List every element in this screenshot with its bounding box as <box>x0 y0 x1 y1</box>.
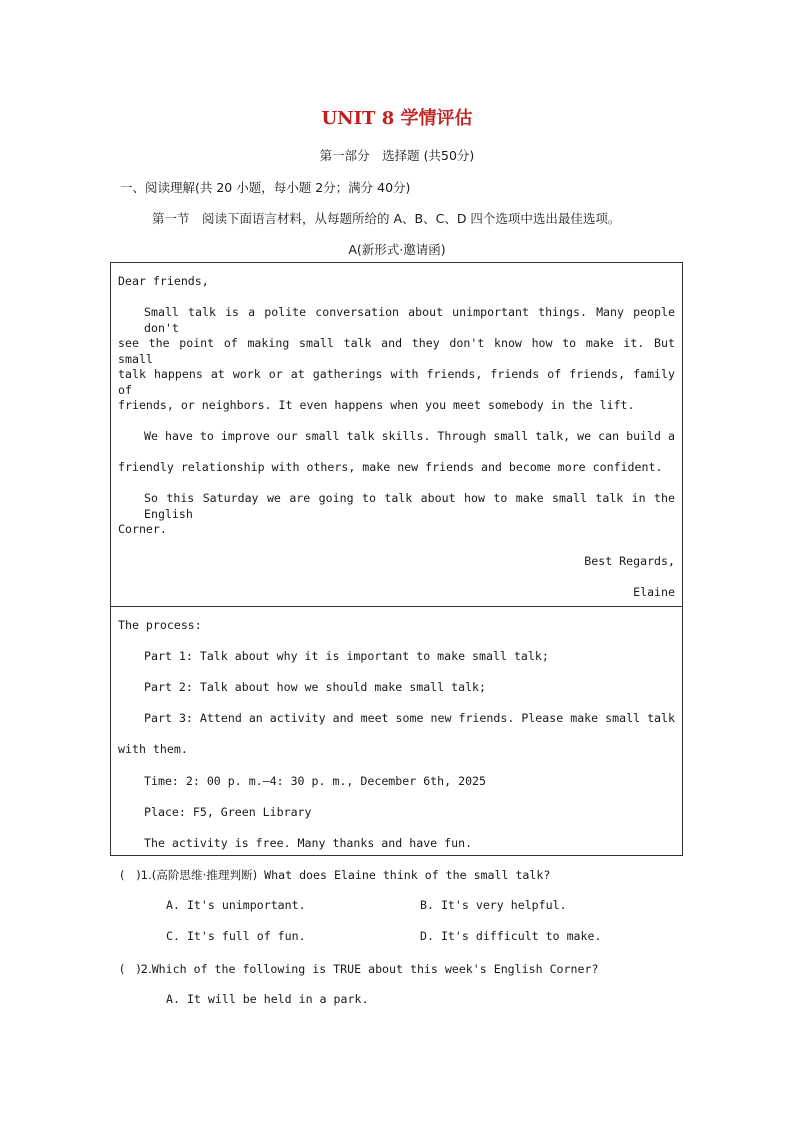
process-step: Part 2: Talk about how we should make small talk; <box>144 680 487 694</box>
question-1 <box>120 867 550 883</box>
letter-paragraph-line: friendly relationship with others, make new friends and become more confident. <box>118 460 663 474</box>
process-box <box>110 606 683 856</box>
letter-greeting: Dear friends, <box>118 274 209 288</box>
question-number: ( )2. <box>120 962 152 976</box>
page-title: UNIT 8 学情评估 <box>321 108 473 129</box>
question-1-option-d[interactable]: D. It's difficult to make. <box>420 929 602 943</box>
letter-paragraph-line: friends, or neighbors. It even happens when you meet somebody in the lift. <box>118 398 635 412</box>
letter-paragraph-line: Corner. <box>118 522 167 536</box>
letter-box <box>110 262 683 607</box>
question-1-option-b[interactable]: B. It's very helpful. <box>420 898 567 912</box>
section-heading: 一、阅读理解(共 20 小题，每小题 2分；满分 40分) <box>120 180 411 195</box>
letter-paragraph-line: We have to improve our small talk skills. Through small talk, we can build a <box>144 429 675 443</box>
process-step: Part 1: Talk about why it is important to make small talk; <box>144 649 549 663</box>
process-note: The activity is free. Many thanks and have fun. <box>144 836 473 850</box>
question-2 <box>120 961 598 977</box>
question-2-option-a[interactable]: A. It will be held in a park. <box>166 992 369 1006</box>
question-1-option-c[interactable]: C. It's full of fun. <box>166 929 306 943</box>
process-step: Part 3: Attend an activity and meet some new friends. Please make small talk <box>144 711 675 725</box>
question-number: ( )1. <box>120 868 152 882</box>
subsection-heading: 第一节 阅读下面语言材料，从每题所给的 A、B、C、D 四个选项中选出最佳选项。 <box>152 211 621 226</box>
passage-label: A(新形式·邀请函) <box>348 242 446 257</box>
letter-closing: Best Regards, <box>584 554 675 568</box>
letter-signature: Elaine <box>633 585 675 599</box>
letter-paragraph-line: Small talk is a polite conversation about unimportant things. Many people don't <box>144 305 675 335</box>
part-heading: 第一部分 选择题 (共50分) <box>319 148 475 163</box>
letter-paragraph-line: So this Saturday we are going to talk about how to make small talk in the English <box>144 491 675 521</box>
question-tag: (高阶思维·推理判断) <box>151 868 258 882</box>
question-text: What does Elaine think of the small talk? <box>257 868 551 882</box>
process-place: Place: F5, Green Library <box>144 805 312 819</box>
question-1-option-a[interactable]: A. It's unimportant. <box>166 898 306 912</box>
question-text: Which of the following is TRUE about this week's English Corner? <box>151 962 599 976</box>
process-time: Time: 2: 00 p. m.—4: 30 p. m., December 6th, 2025 <box>144 774 487 788</box>
letter-paragraph-line: see the point of making small talk and they don't know how to make it. But small <box>118 336 675 366</box>
letter-paragraph-line: talk happens at work or at gatherings with friends, friends of friends, family of <box>118 367 675 397</box>
process-heading: The process: <box>118 618 202 632</box>
process-step: with them. <box>118 742 188 756</box>
